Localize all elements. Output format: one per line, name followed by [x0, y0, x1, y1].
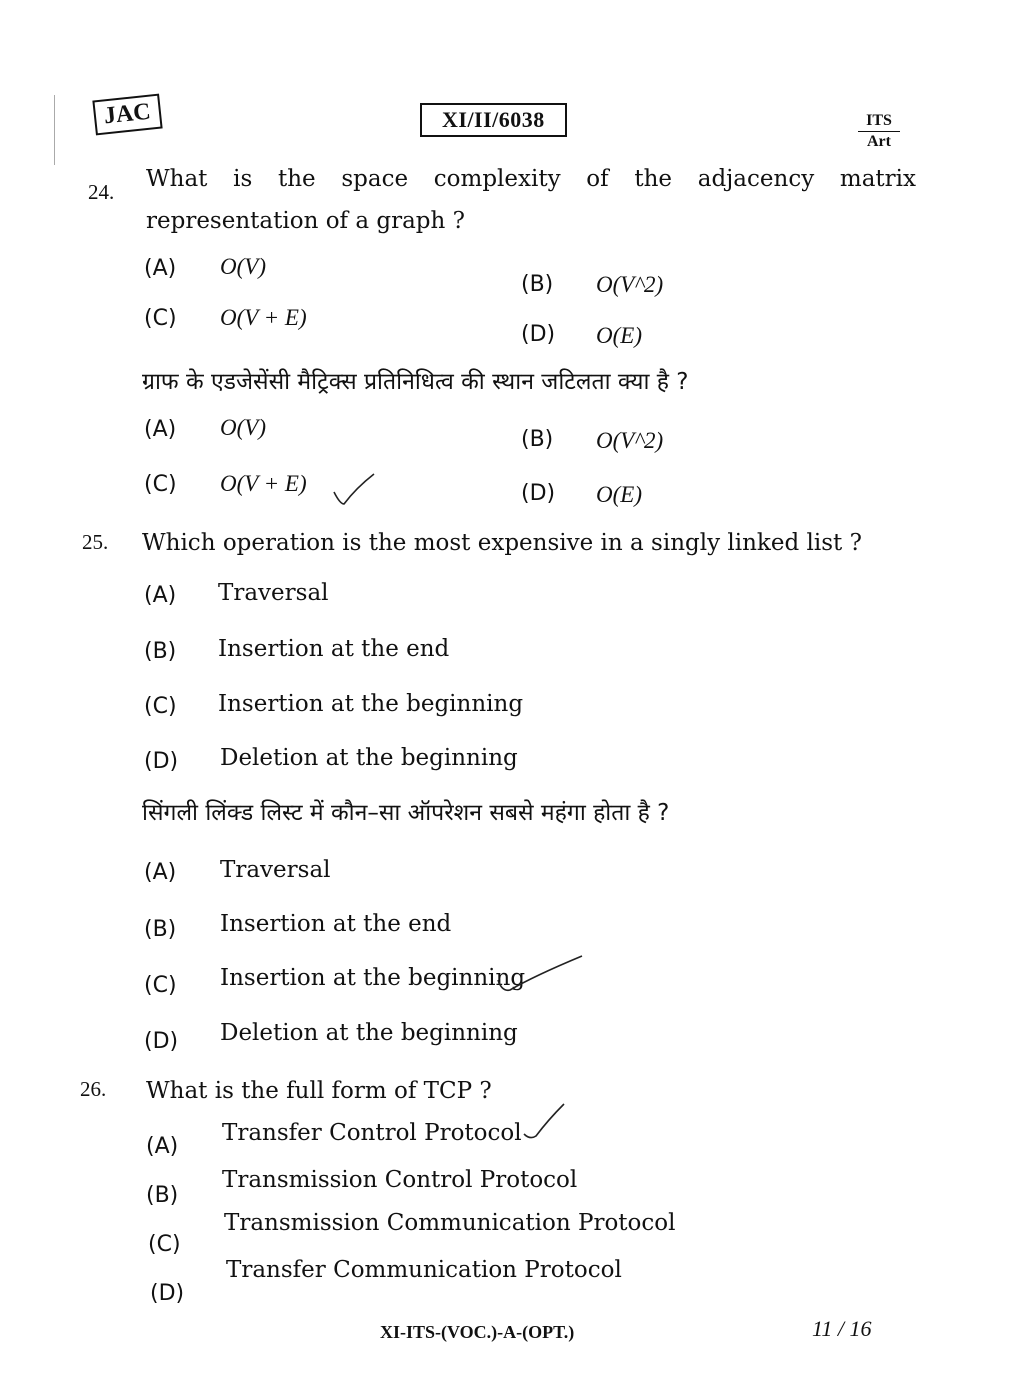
option-text: Deletion at the beginning — [220, 1020, 518, 1046]
option-text: Transmission Control Protocol — [222, 1167, 578, 1193]
option-label: (C) — [144, 973, 177, 998]
option-label: (D) — [521, 322, 556, 347]
option-text: Insertion at the beginning — [220, 965, 526, 991]
option-label: (A) — [144, 417, 177, 442]
option-text: Traversal — [220, 857, 331, 883]
option-label: (D) — [521, 481, 556, 506]
question-number: 26. — [80, 1077, 107, 1101]
question-text-en-line2: representation of a graph ? — [146, 208, 465, 234]
option-label: (D) — [144, 749, 179, 774]
question-text-hi: सिंगली लिंक्ड लिस्ट में कौन–सा ऑपरेशन सबसे महंगा होता है ? — [142, 800, 670, 826]
option-text: Transfer Communication Protocol — [226, 1257, 622, 1283]
option-label: (B) — [521, 272, 554, 297]
tick-mark-icon — [520, 1100, 568, 1142]
question-number: 25. — [82, 530, 109, 554]
option-label: (D) — [144, 1029, 179, 1054]
option-text: Insertion at the end — [220, 911, 452, 937]
option-text: Transfer Control Protocol — [222, 1120, 522, 1146]
stream-top: ITS — [858, 112, 900, 132]
option-text: O(V + E) — [220, 471, 307, 496]
option-label: (C) — [144, 306, 177, 331]
board-logo-box: JAC — [92, 94, 162, 136]
tick-mark-icon — [330, 470, 378, 510]
stream-bottom: Art — [867, 133, 891, 150]
question-text-en: Which operation is the most expensive in a singly linked list ? — [142, 530, 862, 556]
option-text: Insertion at the end — [218, 636, 450, 662]
question-number: 24. — [88, 180, 115, 204]
option-label: (B) — [144, 917, 177, 942]
option-text: O(V) — [220, 254, 266, 279]
option-label: (C) — [144, 472, 177, 497]
option-label: (D) — [150, 1281, 185, 1306]
option-label: (C) — [148, 1232, 181, 1257]
option-text: Transmission Communication Protocol — [224, 1210, 676, 1236]
page-number: 11 / 16 — [812, 1316, 872, 1341]
scan-margin-line — [54, 95, 55, 165]
footer-paper-code: XI-ITS-(VOC.)-A-(OPT.) — [380, 1322, 575, 1342]
tick-mark-icon — [494, 952, 586, 996]
option-label: (A) — [144, 256, 177, 281]
question-text-en-line1: What is the space complexity of the adjacency matrix — [146, 166, 916, 192]
paper-code-box: XI/II/6038 — [420, 103, 567, 137]
option-label: (A) — [144, 860, 177, 885]
option-text: Insertion at the beginning — [218, 691, 524, 717]
option-label: (B) — [146, 1183, 179, 1208]
option-label: (A) — [144, 583, 177, 608]
question-text-hi: ग्राफ के एडजेसेंसी मैट्रिक्स प्रतिनिधित्व की स्थान जटिलता क्या है ? — [142, 369, 689, 395]
option-text: Deletion at the beginning — [220, 745, 518, 771]
option-label: (A) — [146, 1134, 179, 1159]
option-text: O(V) — [220, 415, 266, 440]
option-label: (B) — [521, 427, 554, 452]
option-text: O(E) — [596, 323, 642, 348]
question-text-en: What is the full form of TCP ? — [146, 1078, 492, 1104]
option-label: (B) — [144, 639, 177, 664]
stream-label — [858, 112, 900, 151]
option-text: Traversal — [218, 580, 329, 606]
option-text: O(V^2) — [596, 272, 664, 297]
option-text: O(V^2) — [596, 428, 664, 453]
option-text: O(V + E) — [220, 305, 307, 330]
option-text: O(E) — [596, 482, 642, 507]
option-label: (C) — [144, 694, 177, 719]
